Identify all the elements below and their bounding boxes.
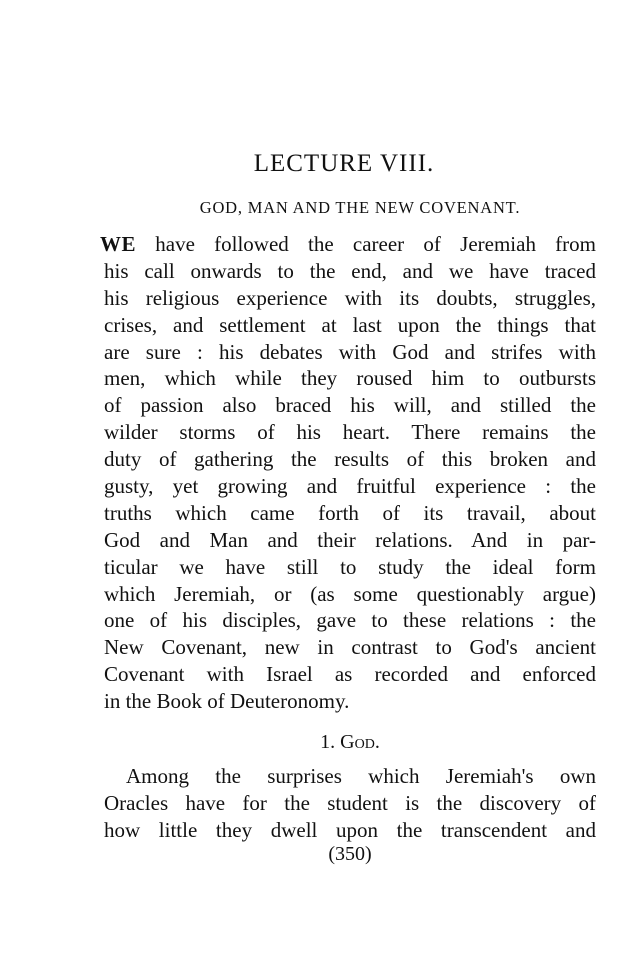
paragraph-god <box>104 763 596 844</box>
paragraph-line: truths which came forth of its travail, about <box>104 500 596 525</box>
section-title: God. <box>340 731 380 753</box>
paragraph-line: Oracles have for the student is the discovery of <box>104 790 596 815</box>
paragraph-line: Among the surprises which Jeremiah's own <box>126 764 596 788</box>
paragraph-line: WE have followed the career of Jeremiah from <box>100 232 596 256</box>
paragraph-line: gusty, yet growing and fruitful experience : the <box>104 474 596 499</box>
paragraph-line: how little they dwell upon the transcendent and <box>104 817 596 842</box>
paragraph-line: in the Book of Deuteronomy. <box>104 689 350 714</box>
paragraph-line: of passion also braced his will, and stilled the <box>104 393 596 418</box>
page-number: (350) <box>328 843 372 865</box>
section-heading <box>34 731 632 754</box>
first-word: WE <box>100 232 137 256</box>
paragraph-line: his call onwards to the end, and we have traced <box>104 258 596 283</box>
paragraph-line: ticular we have still to study the ideal form <box>104 554 596 579</box>
paragraph-line: which Jeremiah, or (as some questionably argue) <box>104 581 596 606</box>
lecture-title: LECTURE VIII. <box>253 150 435 177</box>
paragraph-line: his religious experience with its doubts, struggles, <box>104 285 596 310</box>
paragraph-line: duty of gathering the results of this broken and <box>104 447 596 472</box>
paragraph-line: New Covenant, new in contrast to God's ancient <box>104 635 596 660</box>
paragraph-line: wilder storms of his heart. There remains the <box>104 420 596 445</box>
paragraph-opening <box>100 231 596 715</box>
paragraph-line: are sure : his debates with God and strifes with <box>104 339 596 364</box>
paragraph-line: one of his disciples, gave to these relations : the <box>104 608 596 633</box>
section-number: 1. <box>320 731 336 753</box>
lecture-subtitle: GOD, MAN AND THE NEW COVENANT. <box>199 198 521 217</box>
paragraph-line: crises, and settlement at last upon the things that <box>104 312 596 337</box>
paragraph-line: God and Man and their relations. And in par- <box>104 527 596 552</box>
paragraph-line: Covenant with Israel as recorded and enforced <box>104 662 596 687</box>
paragraph-line: men, which while they roused him to outbursts <box>104 366 596 391</box>
